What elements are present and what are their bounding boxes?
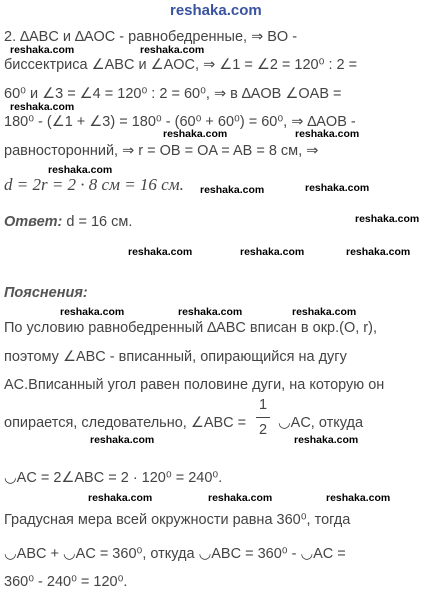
fraction-denominator: 2 <box>258 422 268 438</box>
solution-line-4: 180⁰ - (∠1 + ∠3) = 180⁰ - (60⁰ + 60⁰) = 60⁰, ⇒ ∆AOB - <box>4 114 356 130</box>
site-header[interactable]: reshaka.com <box>170 2 262 19</box>
watermark: reshaka.com <box>305 182 370 194</box>
fraction-bar <box>256 417 270 418</box>
watermark: reshaka.com <box>60 306 125 318</box>
answer-text: d = 16 см. <box>66 214 133 230</box>
watermark: reshaka.com <box>10 101 75 113</box>
watermark: reshaka.com <box>326 492 391 504</box>
fraction-numerator: 1 <box>258 397 268 413</box>
watermark: reshaka.com <box>208 492 273 504</box>
explanation-line-4: опирается, следовательно, ∠ABC = <box>4 415 247 431</box>
watermark: reshaka.com <box>294 434 359 446</box>
formula-d: d = 2r = 2 · 8 см = 16 см. <box>4 175 184 194</box>
explanation-label: Пояснения: <box>4 285 88 301</box>
watermark: reshaka.com <box>88 492 153 504</box>
explanation-line-3: AC.Вписанный угол равен половине дуги, на которую он <box>4 377 385 393</box>
watermark: reshaka.com <box>355 213 420 225</box>
explanation-line-5: ◡AC = 2∠ABC = 2 · 120⁰ = 240⁰. <box>4 470 223 486</box>
fraction-one-half <box>256 397 270 438</box>
explanation-line-2: поэтому ∠ABC - вписанный, опирающийся на дугу <box>4 349 347 365</box>
solution-line-2: биссектриса ∠ABC и ∠AOC, ⇒ ∠1 = ∠2 = 120⁰ : 2 = <box>4 57 358 73</box>
explanation-line-7: ◡ABC + ◡AC = 360⁰, откуда ◡ABC = 360⁰ - ◡AC = <box>4 546 346 562</box>
explanation-line-1: По условию равнобедренный ∆ABC вписан в окр.(O, r), <box>4 320 377 336</box>
explanation-line-8: 360⁰ - 240⁰ = 120⁰. <box>4 574 128 590</box>
watermark: reshaka.com <box>128 246 193 258</box>
watermark: reshaka.com <box>200 184 265 196</box>
watermark: reshaka.com <box>295 128 360 140</box>
watermark: reshaka.com <box>140 44 205 56</box>
solution-line-3: 60⁰ и ∠3 = ∠4 = 120⁰ : 2 = 60⁰, ⇒ в ∆AOB ∠OAB = <box>4 86 342 102</box>
solution-line-5: равносторонний, ⇒ r = OB = OA = AB = 8 см, ⇒ <box>4 143 319 159</box>
answer-label: Ответ: <box>4 214 63 230</box>
watermark: reshaka.com <box>90 434 155 446</box>
answer-line <box>4 213 132 231</box>
watermark: reshaka.com <box>10 44 75 56</box>
solution-line-1: 2. ∆ABC и ∆AOC - равнобедренные, ⇒ BO - <box>4 29 298 45</box>
explanation-line-4b: ◡AC, откуда <box>278 415 364 431</box>
watermark: reshaka.com <box>178 306 243 318</box>
watermark: reshaka.com <box>48 164 113 176</box>
watermark: reshaka.com <box>240 246 305 258</box>
watermark: reshaka.com <box>346 246 411 258</box>
watermark: reshaka.com <box>163 128 228 140</box>
explanation-line-6: Градусная мера всей окружности равна 360⁰, тогда <box>4 512 351 528</box>
watermark: reshaka.com <box>292 306 357 318</box>
